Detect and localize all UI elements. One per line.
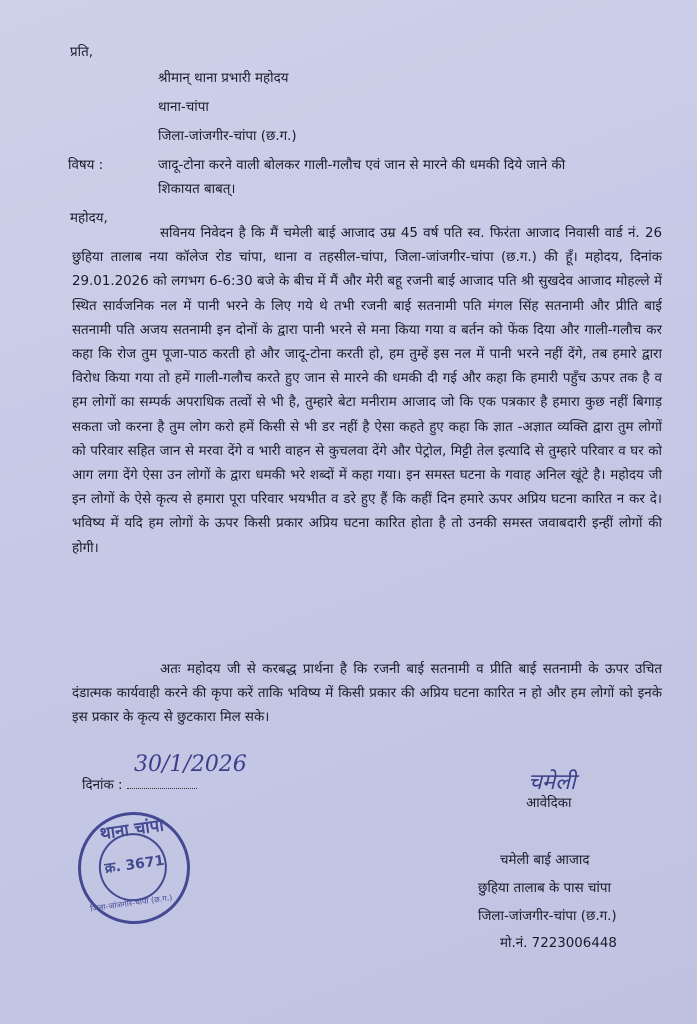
- sender-address: छुहिया तालाब के पास चांपा: [478, 881, 611, 896]
- sender-phone: मो.नं. 7223006448: [500, 936, 617, 951]
- date-label: दिनांक :: [82, 775, 197, 793]
- handwritten-date: 30/1/2026: [134, 752, 247, 777]
- stamp-top-text: थाना चांपा: [98, 815, 166, 845]
- applicant-label: आवेदिका: [526, 796, 572, 811]
- salutation: महोदय,: [70, 211, 108, 226]
- signature: चमेली: [528, 770, 576, 795]
- stamp-number: क्र. 3671: [103, 852, 166, 877]
- addressee-line-1: श्रीमान् थाना प्रभारी महोदय: [158, 71, 289, 86]
- police-station-stamp: [71, 805, 197, 931]
- subject-label: विषय :: [68, 158, 104, 173]
- date-dotted-line: [127, 787, 197, 789]
- body-paragraph-2: अतः महोदय जी से करबद्ध प्रार्थना है कि रजनी बाई सतनामी व प्रीति बाई सतनामी के ऊपर उचित दंडात्मक कार्यवाही करने की कृपा करें ताकि भविष्य में किसी प्रकार की अप्रिय घटना कारित न हो और हम लोगों को इनके इस प्रकार के कृत्य से छुटकारा मिल सके।: [72, 662, 662, 726]
- sender-district: जिला-जांजगीर-चांपा (छ.ग.): [478, 909, 617, 924]
- sender-name: चमेली बाई आजाद: [500, 853, 590, 868]
- stamp-bottom-text: जिला-जांजगीर-चांपा (छ.ग.): [89, 893, 173, 914]
- recipient-prefix: प्रति,: [70, 45, 93, 60]
- addressee-line-3: जिला-जांजगीर-चांपा (छ.ग.): [158, 129, 297, 144]
- addressee-line-2: थाना-चांपा: [158, 100, 209, 115]
- subject-line-1: जादू-टोना करने वाली बोलकर गाली-गलौच एवं जान से मारने की धमकी दिये जाने की: [158, 158, 566, 173]
- body-paragraph-1: सविनय निवेदन है कि मैं चमेली बाई आजाद उम्र 45 वर्ष पति स्व. फिरंता आजाद निवासी वार्ड नं. 26 छुहिया तालाब नया कॉलेज रोड चांपा, थाना व तहसील-चांपा, जिला-जांजगीर-चांपा (छ.ग.) की हूँ। महोदय, दिनांक 29.01.2026 को लगभग 6-6:30 बजे के बीच में मैं और मेरी बहू रजनी बाई आजाद पति श्री सुखदेव आजाद मोहल्ले में स्थित सार्वजनिक नल में पानी भरने के लिए गये थे तभी रजनी बाई सतनामी पति मंगल सिंह सतनामी और प्रीति बाई सतनामी पति अजय सतनामी इन दोनों के द्वारा पानी भरने से मना किया गया व बर्तन को फेंक दिया और गाली-गलौच कर कहा कि रोज तुम पूजा-पाठ करती हो और जादू-टोना करती हो, हम तुम्हें इस नल में पानी भरने नहीं देंगे, तब हमारे द्वारा विरोध किया गया तो हमें गाली-गलौच करते हुए जान से मारने की धमकी दी गई और कहा कि हमारी पहुँच ऊपर तक है व हम लोगों का सम्पर्क अपराधिक तत्वों से भी है, तुम्हारे बेटा मनीराम आजाद जो कि एक पत्रकार है हमारा कुछ नहीं बिगाड़ सकता जो करना है तुम लोग करो हमें किसी से भी डर नहीं है ऐसा कहते हुए कहा कि ज्ञात -अज्ञात व्यक्ति द्वारा तुम लोगों को परिवार सहित जान से मरवा देंगे व भारी वाहन से कुचलवा देंगे और पेट्रोल, मिट्टी तेल इत्यादि से तुम्हारे परिवार व घर को आग लगा देंगे ऐसा उन लोगों के द्वारा धमकी भरे शब्दों में कहा गया। इन समस्त घटना के गवाह अनिल खूंटे है। महोदय जी इन लोगों के ऐसे कृत्य से हमारा पूरा परिवार भयभीत व डरे हुए हैं कि कहीं दिन हमारे ऊपर अप्रिय घटना कारित न कर दे। भविष्य में यदि हम लोगों के ऊपर किसी प्रकार अप्रिय घटना कारित होता है तो उनकी समस्त जवाबदारी इन्हीं लोगों की होगी।: [72, 226, 662, 556]
- subject-line-2: शिकायत बाबत्।: [158, 182, 236, 197]
